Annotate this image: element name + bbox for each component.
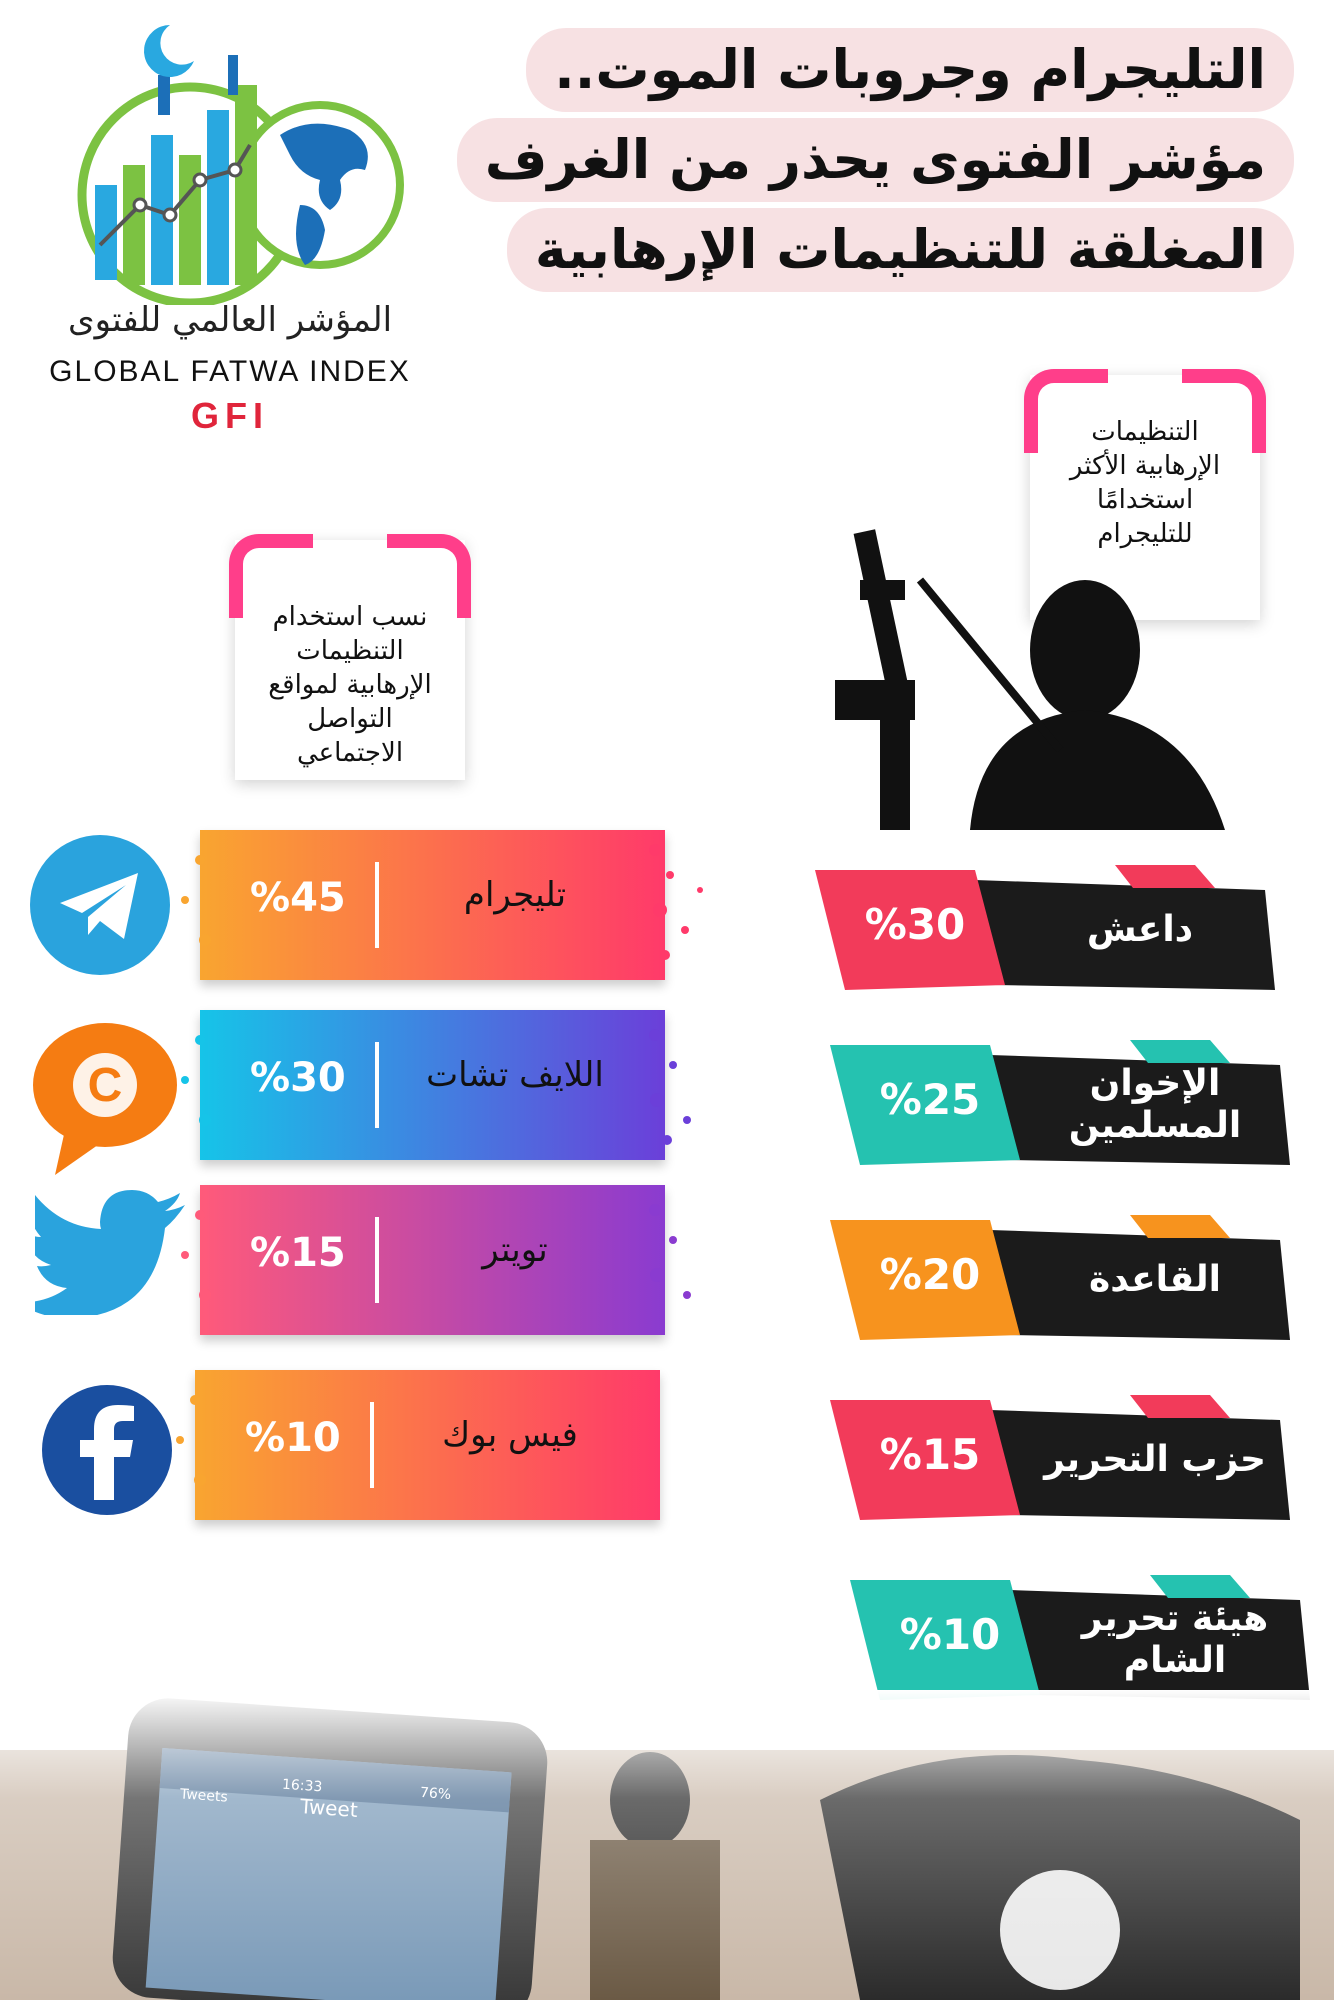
org-bar-isis xyxy=(815,860,1295,1000)
livechat-icon xyxy=(25,1015,185,1175)
social-divider xyxy=(375,1217,379,1303)
org-percent: %30 xyxy=(864,900,966,949)
social-name: تويتر xyxy=(482,1230,548,1270)
org-bar-alqaeda xyxy=(830,1210,1310,1350)
logo-graphic-icon xyxy=(20,15,440,305)
org-bar-hizb-tahrir xyxy=(830,1390,1310,1530)
social-name: فيس بوك xyxy=(442,1415,578,1455)
scatter-dots-icon xyxy=(645,830,725,980)
social-percent: %10 xyxy=(245,1415,341,1461)
title-line-2: مؤشر الفتوى يحذر من الغرف xyxy=(457,118,1294,202)
social-bar-telegram xyxy=(200,830,665,980)
org-name: القاعدة xyxy=(1089,1259,1221,1300)
background-photo-collage xyxy=(0,1690,1334,2000)
title-line-1: التليجرام وجروبات الموت.. xyxy=(526,28,1294,112)
social-percent: %30 xyxy=(250,1055,346,1101)
org-percent: %10 xyxy=(899,1610,1001,1659)
social-percent: %15 xyxy=(250,1230,346,1276)
social-note-text: نسب استخدام التنظيمات الإرهابية لمواقع التواصل الاجتماعي xyxy=(268,602,432,768)
social-divider xyxy=(375,1042,379,1128)
org-percent: %25 xyxy=(879,1075,981,1124)
org-percent: %15 xyxy=(879,1430,981,1479)
title-line-3: المغلقة للتنظيمات الإرهابية xyxy=(507,208,1294,292)
phone-battery: 76% xyxy=(419,1784,452,1804)
social-divider xyxy=(370,1402,374,1488)
telegram-plane-icon xyxy=(30,835,170,975)
scatter-dots-icon xyxy=(645,1010,725,1160)
phone-time: 16:33 xyxy=(281,1776,323,1796)
social-divider xyxy=(375,862,379,948)
phone-tweet-header: Tweet xyxy=(299,1794,359,1822)
org-bar-brotherhood xyxy=(830,1035,1310,1175)
logo-abbreviation: GFI xyxy=(191,395,269,436)
social-note-card xyxy=(235,540,465,780)
organizations-note-text: التنظيمات الإرهابية الأكثر استخدامًا للتليجرام xyxy=(1069,417,1221,549)
facebook-icon xyxy=(42,1385,172,1515)
social-percent: %45 xyxy=(250,875,346,921)
facebook-f-icon xyxy=(42,1385,172,1515)
twitter-icon xyxy=(35,1185,195,1315)
org-bar-hts xyxy=(850,1570,1330,1710)
logo-english-text: GLOBAL FATWA INDEX xyxy=(49,355,411,388)
gfi-logo xyxy=(20,15,440,436)
telegram-icon xyxy=(30,835,170,975)
fighter-silhouette-icon xyxy=(820,520,1250,830)
social-bar-livechat xyxy=(200,1010,665,1160)
org-name: الإخوان المسلمين xyxy=(1068,1063,1242,1146)
org-percent: %20 xyxy=(879,1250,981,1299)
org-name: هيئة تحرير الشام xyxy=(1081,1598,1269,1681)
svg-text:C: C xyxy=(87,1059,123,1112)
social-name: اللايف تشات xyxy=(426,1055,604,1095)
org-name: داعش xyxy=(1086,909,1194,950)
social-bar-twitter xyxy=(200,1185,665,1335)
scatter-dots-icon xyxy=(645,1185,725,1335)
social-name: تليجرام xyxy=(463,875,567,915)
phone-tweets-tab: Tweets xyxy=(179,1786,229,1806)
social-bar-facebook xyxy=(195,1370,660,1520)
logo-arabic-text: المؤشر العالمي للفتوى xyxy=(67,300,393,340)
org-name: حزب التحرير xyxy=(1044,1439,1266,1480)
